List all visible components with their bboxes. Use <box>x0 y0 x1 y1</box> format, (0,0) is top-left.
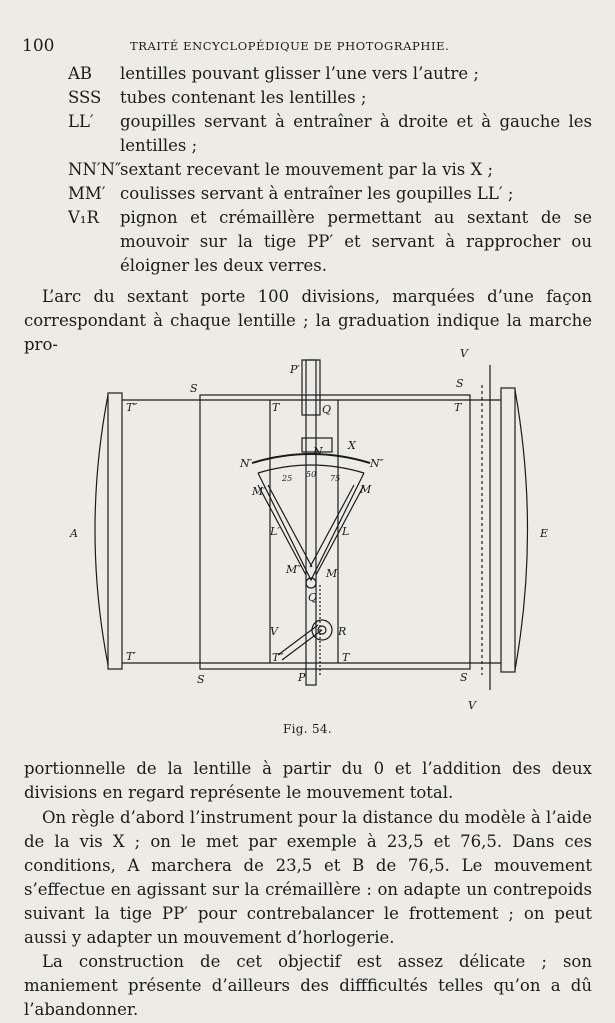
legend-key: AB <box>68 64 93 83</box>
page-number: 100 <box>22 36 55 56</box>
figure-legend <box>24 62 592 278</box>
label: T <box>454 401 462 414</box>
legend-desc: sextant recevant le mouvement par la vis X ; <box>120 160 494 179</box>
legend-item <box>24 182 592 206</box>
label: A <box>70 527 78 540</box>
label: N <box>313 445 323 458</box>
label: P <box>298 671 306 684</box>
label: X <box>348 439 356 452</box>
legend-key: LL′ <box>68 112 94 131</box>
left-lens-mount <box>108 393 122 669</box>
label: M <box>326 567 338 580</box>
label: 25 <box>282 474 293 483</box>
label: E <box>540 527 549 540</box>
paragraph-4: La construction de cet objectif est assez délicate ; son maniement présente d’ailleurs des diffficultés telles qu’on a dû l’abandonner. <box>24 952 592 1019</box>
figure-54 <box>20 345 600 715</box>
label: 75 <box>330 474 341 483</box>
label: T′ <box>126 650 136 663</box>
legend-desc: tubes contenant les lentilles ; <box>120 88 367 107</box>
legend-desc: pignon et crémaillère permettant au sextant de se mouvoir sur la tige PP′ et servant à rapprocher ou éloigner les deux verres. <box>120 208 592 275</box>
right-lens-outline <box>515 390 528 670</box>
left-lens-outline <box>95 395 108 665</box>
right-lens-mount <box>501 388 515 672</box>
label: S <box>460 671 468 684</box>
running-title: TRAITÉ ENCYCLOPÉDIQUE DE PHOTOGRAPHIE. <box>130 39 450 53</box>
legend-desc: lentilles pouvant glisser l’une vers l’autre ; <box>120 64 479 83</box>
label: S <box>456 377 464 390</box>
label: T <box>342 651 350 664</box>
label: S <box>190 382 198 395</box>
label: R <box>338 625 347 638</box>
figure-caption: Fig. 54. <box>283 722 332 736</box>
label: V <box>460 347 468 360</box>
legend-item <box>24 86 592 110</box>
label: V <box>468 699 476 712</box>
label: L′ <box>270 525 280 538</box>
legend-item <box>24 158 592 182</box>
label: N″ <box>370 457 384 470</box>
legend-key: MM′ <box>68 184 106 203</box>
label: 50 <box>306 470 317 479</box>
paragraph-1: L’arc du sextant porte 100 divisions, marquées d’une façon correspondant à chaque lentille ; la graduation indique la marche pro- <box>24 287 592 354</box>
label: M <box>360 483 372 496</box>
label: M″ <box>286 563 302 576</box>
legend-key: NN′N″ <box>68 160 122 179</box>
label: M′ <box>252 485 266 498</box>
label: S <box>197 673 205 686</box>
page-header <box>22 36 589 56</box>
label: N′ <box>240 457 253 470</box>
label: T″ <box>272 651 284 664</box>
legend-desc: goupilles servant à entraîner à droite et à gauche les lentilles ; <box>120 112 592 155</box>
legend-item <box>24 110 592 158</box>
legend-item <box>24 62 592 86</box>
lens-mechanism-diagram <box>20 345 600 715</box>
label: Q <box>308 591 318 604</box>
paragraph-3: On règle d’abord l’instrument pour la distance du modèle à l’aide de la vis X ; on le met par exemple à 23,5 et 76,5. Dans ces conditions, A marchera de 23,5 et B de 76,5. Le mouvement s’effectue en agissant sur la crémaillère : on adapte un contrepoids suivant la tige PP′ pour contrebalancer le frottement ; on peut aussi y adapter un mouvement d’horlogerie. <box>24 808 592 947</box>
paragraph-2: portionnelle de la lentille à partir du 0 et l’addition des deux divisions en regard représente le mouvement total. <box>24 759 592 802</box>
label: V <box>270 625 278 638</box>
legend-item <box>24 206 592 278</box>
legend-key: SSS <box>68 88 102 107</box>
label: L <box>342 525 350 538</box>
label: T <box>272 401 280 414</box>
label: P′ <box>290 363 300 376</box>
legend-desc: coulisses servant à entraîner les goupilles LL′ ; <box>120 184 514 203</box>
label: T″ <box>126 401 138 414</box>
label: Q <box>322 403 332 416</box>
legend-key: V₁R <box>68 208 99 227</box>
